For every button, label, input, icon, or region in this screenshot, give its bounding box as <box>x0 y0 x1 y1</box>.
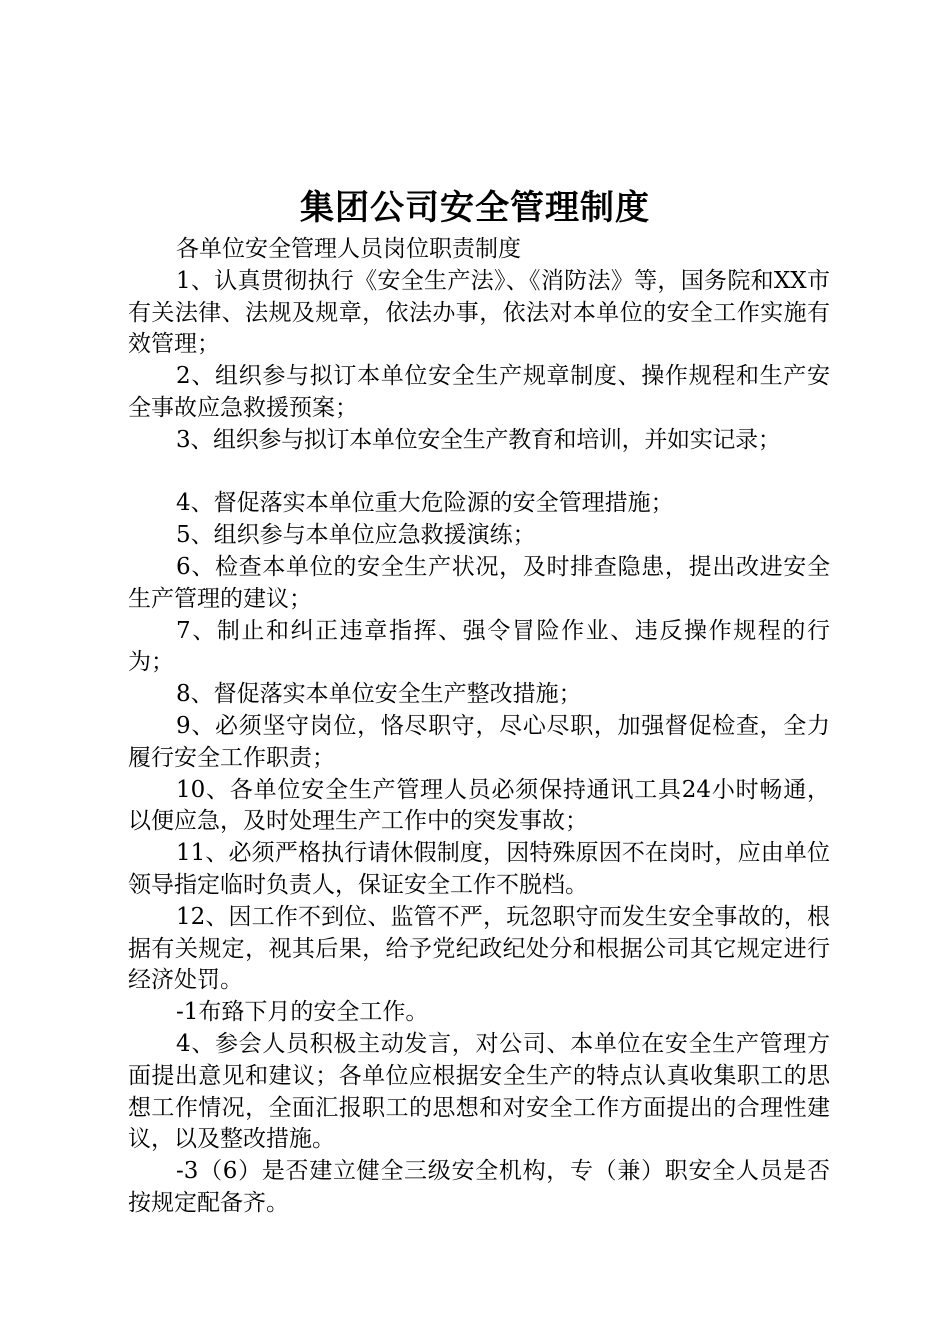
duty-item-1: 1、认真贯彻执行《安全生产法》、《消防法》等，国务院和XX市有关法律、法规及规章，依法办事，依法对本单位的安全工作实施有效管理； <box>128 267 830 358</box>
duty-item-2: 2、组织参与拟订本单位安全生产规章制度、操作规程和生产安全事故应急救援预案； <box>128 363 830 421</box>
duty-item-7: 7、制止和纠正违章指挥、强令冒险作业、违反操作规程的行为； <box>128 617 830 676</box>
duty-item-3: 3、组织参与拟订本单位安全生产教育和培训，并如实记录； <box>176 426 781 453</box>
duty-item-4: 4、督促落实本单位重大危险源的安全管理措施； <box>176 490 674 517</box>
blank-line <box>128 457 830 489</box>
meeting-item-4: 4、参会人员积极主动发言，对公司、本单位在安全生产管理方面提出意见和建议；各单位应根据安全生产的特点认真收集职工的思想工作情况，全面汇报职工的思想和对安全工作方面提出的合理性建议，以及整改措施。 <box>128 1030 830 1153</box>
fragment-paragraph: -1布臵下月的安全工作。 <box>176 999 429 1026</box>
section-heading: 各单位安全管理人员岗位职责制度 <box>176 236 521 262</box>
check-item: -3（6）是否建立健全三级安全机构，专（兼）职安全人员是否按规定配备齐。 <box>128 1158 830 1216</box>
duty-item-12: 12、因工作不到位、监管不严，玩忽职守而发生安全事故的，根据有关规定，视其后果，给予党纪政纪处分和根据公司其它规定进行经济处罚。 <box>128 903 830 994</box>
duty-item-10: 10、各单位安全生产管理人员必须保持通讯工具24小时畅通，以便应急，及时处理生产工作中的突发事故； <box>128 776 830 835</box>
duty-item-11: 11、必须严格执行请休假制度，因特殊原因不在岗时，应由单位领导指定临时负责人，保证安全工作不脱档。 <box>128 840 830 898</box>
duty-item-5: 5、组织参与本单位应急救援演练； <box>176 522 536 549</box>
document-body <box>128 234 830 1220</box>
document-title: 集团公司安全管理制度 <box>300 188 650 228</box>
duty-item-8: 8、督促落实本单位安全生产整改措施； <box>176 681 582 708</box>
duty-item-9: 9、必须坚守岗位，恪尽职守，尽心尽职，加强督促检查，全力履行安全工作职责； <box>128 712 830 771</box>
duty-item-6: 6、检查本单位的安全生产状况，及时排查隐患，提出改进安全生产管理的建议； <box>128 553 830 612</box>
